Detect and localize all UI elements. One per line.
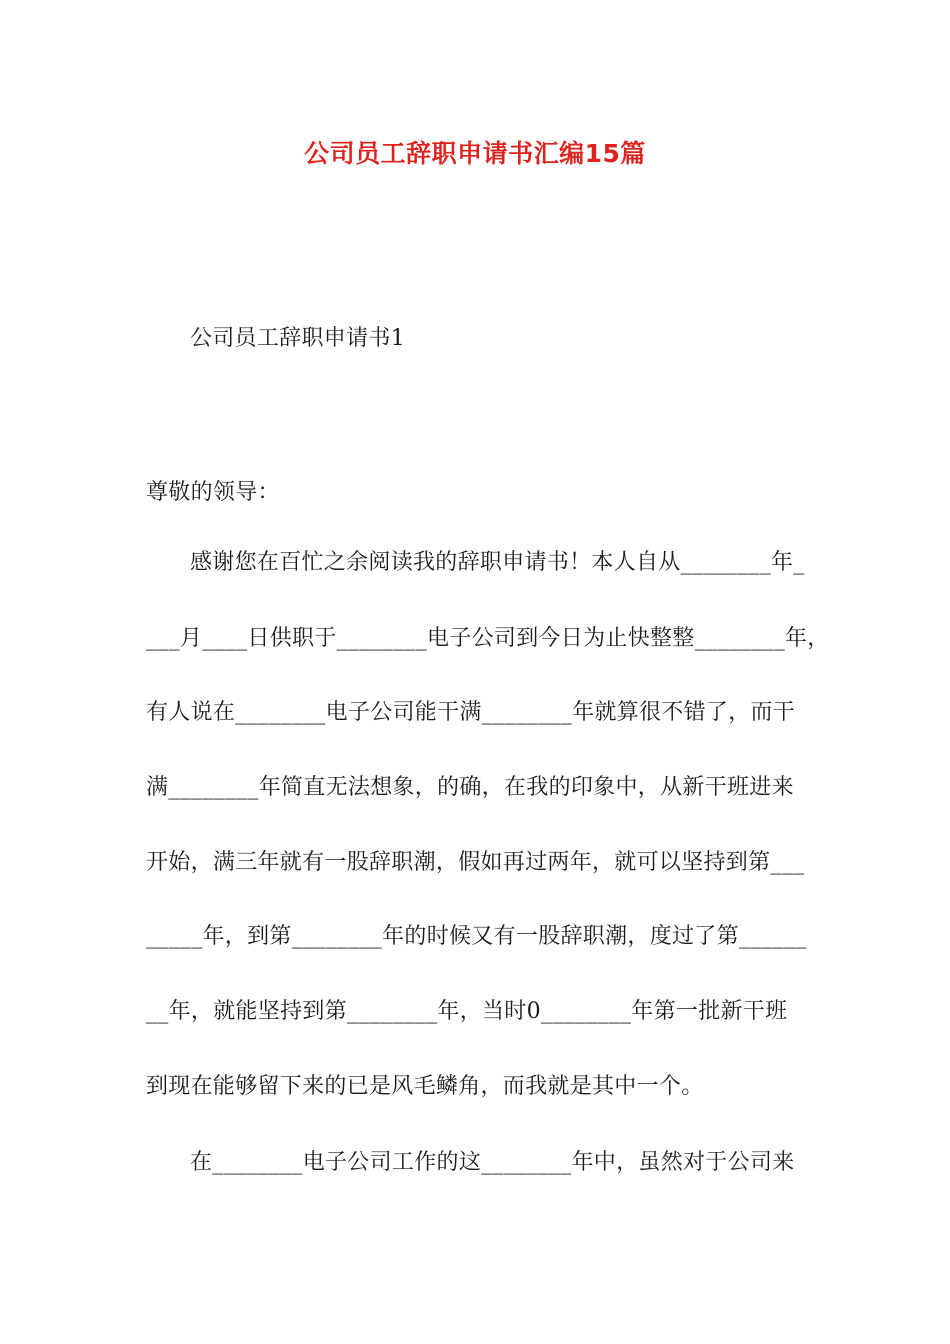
paragraph-line-3: 有人说在________电子公司能干满________年就算很不错了，而干 (146, 700, 796, 725)
paragraph-line-9: 在________电子公司工作的这________年中，虽然对于公司来 (190, 1150, 795, 1175)
section-heading: 公司员工辞职申请书1 (190, 326, 405, 351)
paragraph-line-1: 感谢您在百忙之余阅读我的辞职申请书！本人自从________年_ (190, 550, 805, 575)
paragraph-line-7: __年，就能坚持到第________年，当时0________年第一批新干班 (146, 999, 788, 1024)
paragraph-line-5: 开始，满三年就有一股辞职潮，假如再过两年，就可以坚持到第___ (146, 850, 805, 875)
document-title: 公司员工辞职申请书汇编15篇 (304, 139, 646, 168)
paragraph-line-2: ___月____日供职于________电子公司到今日为止快整整________年， (146, 626, 830, 651)
paragraph-line-8: 到现在能够留下来的已是风毛鳞角，而我就是其中一个。 (146, 1074, 704, 1099)
paragraph-line-6: _____年，到第________年的时候又有一股辞职潮，度过了第______ (146, 924, 807, 949)
paragraph-line-4: 满________年简直无法想象，的确，在我的印象中，从新干班进来 (146, 775, 794, 800)
salutation: 尊敬的领导： (146, 480, 280, 505)
